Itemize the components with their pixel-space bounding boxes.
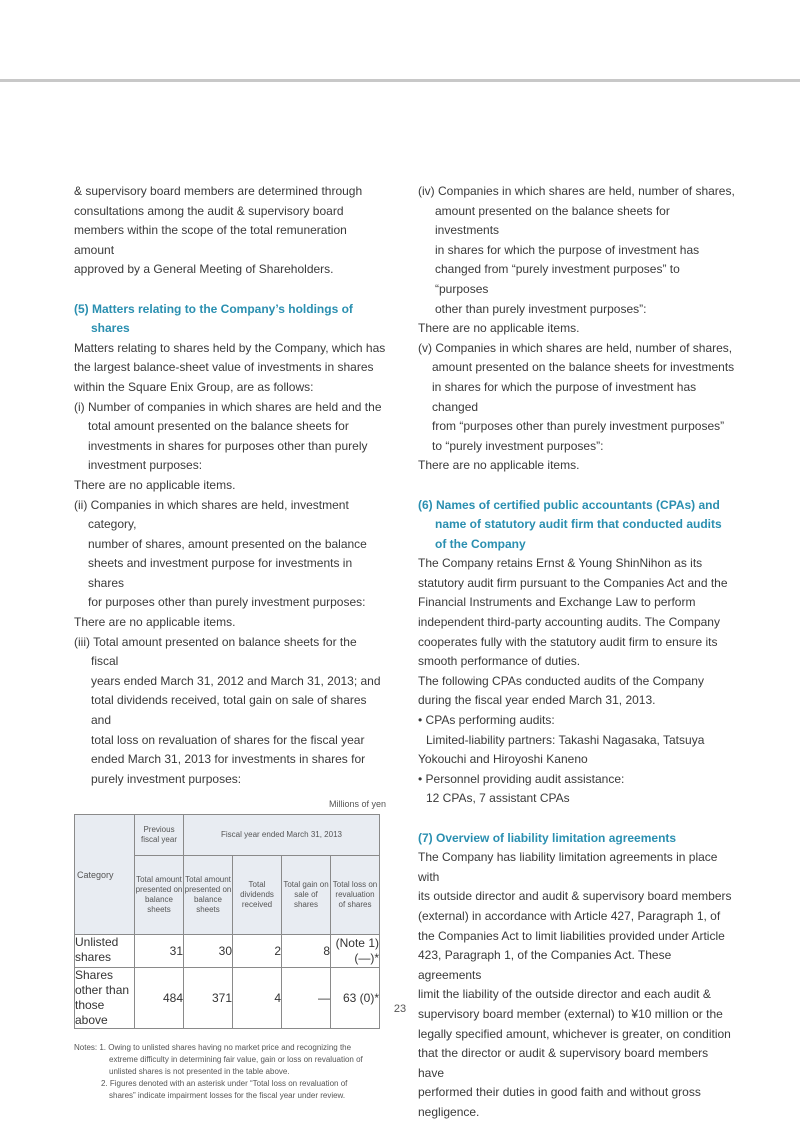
page-number: 23 [393,1003,407,1015]
bullet-detail: 12 CPAs, 7 assistant CPAs [426,791,570,806]
intro-line: consultations among the audit & supervisory board [74,203,344,218]
table-cell: — [282,968,331,1029]
row-label: Unlisted shares [75,935,135,968]
row-label: Shares other than those above [75,968,135,1029]
bullet-detail: Limited-liability partners: Takashi Nagasaka, Tatsuya [426,732,705,747]
body-line: Financial Instruments and Exchange Law to perform [418,595,696,610]
note-line: 2. Figures denoted with an asterisk under “Total loss on revaluation of [101,1079,348,1089]
right-column [418,182,736,1123]
body-line: The Company retains Ernst & Young ShinNihon as its [418,556,703,571]
bullet-item: • Personnel providing audit assistance: [418,771,625,786]
item-iii: (iii) Total amount presented on balance sheets for the fiscal years ended March 31, 2012 and March 31, 2013; and total dividends received, total gain on sale of shares and total loss on revaluation of shares for the fiscal year ended March 31, 2013 for investments in shares for purely investment purposes: [74,634,381,786]
body-line: that the director or audit & supervisory board members have [418,1046,709,1080]
body-line: cooperates fully with the statutory audit firm to ensure its [418,634,718,649]
body-line: during the fiscal year ended March 31, 2013. [418,693,656,708]
section-5-heading: (5) Matters relating to the Company’s holdings of shares [74,301,353,336]
body-line: supervisory board member (external) to ¥10 million or the [418,1006,723,1021]
body-line: the largest balance-sheet value of investments in shares [74,360,374,375]
note-line: shares” indicate impairment losses for the fiscal year under review. [109,1091,346,1101]
body-line: The following CPAs conducted audits of the Company [418,673,704,688]
table-row [75,968,380,1029]
category-header: Category [75,815,135,935]
bullet-item: • CPAs performing audits: [418,713,555,728]
table-cell: 4 [233,968,282,1029]
note-line: 1. Owing to unlisted shares having no market price and recognizing the [99,1043,352,1053]
table-cell: 484 [135,968,184,1029]
top-divider [0,79,800,82]
item-v: (v) Companies in which shares are held, number of shares, amount presented on the balance sheets for investments in shares for which the purpose of investment has changed from “purposes other than purely investment purposes” to “purely investment purposes”: [418,340,735,453]
table-cell: (Note 1) (—)* [331,935,380,968]
body-line: The Company has liability limitation agreements in place with [418,850,718,884]
body-line: smooth performance of duties. [418,654,581,669]
table-notes [74,1042,386,1102]
body-line: its outside director and audit & supervisory board members [418,889,732,904]
no-items-text: There are no applicable items. [418,458,580,473]
item-ii: (ii) Companies in which shares are held, investment category, number of shares, amount presented on the balance sheets and investment purpose for investments in shares for purposes other than purely investment purposes: [74,497,367,610]
section-6-heading: (6) Names of certified public accountants (CPAs) and name of statutory audit firm that conducted audits of the Company [418,497,722,551]
body-line: independent third-party accounting audits. The Company [418,615,720,630]
body-line: performed their duties in good faith and without gross [418,1085,701,1100]
note-line: extreme difficulty in determining fair value, gain or loss on revaluation of [109,1055,363,1065]
body-line: (external) in accordance with Article 427, Paragraph 1, of [418,908,721,923]
table-cell: 30 [184,935,233,968]
body-line: statutory audit firm pursuant to the Companies Act and the [418,575,728,590]
item-i: (i) Number of companies in which shares are held and the total amount presented on the balance sheets for investments in shares for purposes other than purely investment purposes: [74,399,382,473]
column-header: Total amount presented on balance sheets [135,856,184,935]
table-row [75,935,380,968]
body-line: the Companies Act to limit liabilities provided under Article [418,928,725,943]
table-cell: 8 [282,935,331,968]
body-line: legally specified amount, whichever is greater, on condition [418,1026,731,1041]
body-line: within the Square Enix Group, are as follows: [74,379,314,394]
no-items-text: There are no applicable items. [74,615,236,630]
section-7-heading: (7) Overview of liability limitation agreements [418,830,677,845]
table-cell: 371 [184,968,233,1029]
holdings-table [74,814,380,1029]
current-year-header: Fiscal year ended March 31, 2013 [184,815,380,856]
table-cell: 31 [135,935,184,968]
body-line: 423, Paragraph 1, of the Companies Act. These agreements [418,948,672,982]
previous-year-header: Previous fiscal year [135,815,184,856]
item-iv: (iv) Companies in which shares are held, number of shares, amount presented on the balance sheets for investments in shares for which the purpose of investment has changed from “purely investment purposes” to “purposes other than purely investment purposes”: [418,184,735,316]
no-items-text: There are no applicable items. [74,477,236,492]
table-cell: 63 (0)* [331,968,380,1029]
column-header: Total loss on revaluation of shares [331,856,380,935]
intro-line: members within the scope of the total remuneration amount [74,223,347,257]
no-items-text: There are no applicable items. [418,321,580,336]
column-header: Total dividends received [233,856,282,935]
column-header: Total amount presented on balance sheets [184,856,233,935]
notes-label: Notes: [74,1043,98,1053]
body-line: limit the liability of the outside director and each audit & [418,987,711,1002]
bullet-detail: Yokouchi and Hiroyoshi Kaneno [418,752,588,767]
note-line: unlisted shares is not presented in the table above. [109,1067,290,1077]
column-header: Total gain on sale of shares [282,856,331,935]
intro-line: & supervisory board members are determined through [74,184,363,198]
units-label: Millions of yen [328,799,386,810]
left-column [74,182,386,1102]
intro-line: approved by a General Meeting of Shareholders. [74,262,334,277]
body-line: Matters relating to shares held by the Company, which has [74,340,386,355]
body-line: negligence. [418,1104,480,1119]
table-cell: 2 [233,935,282,968]
